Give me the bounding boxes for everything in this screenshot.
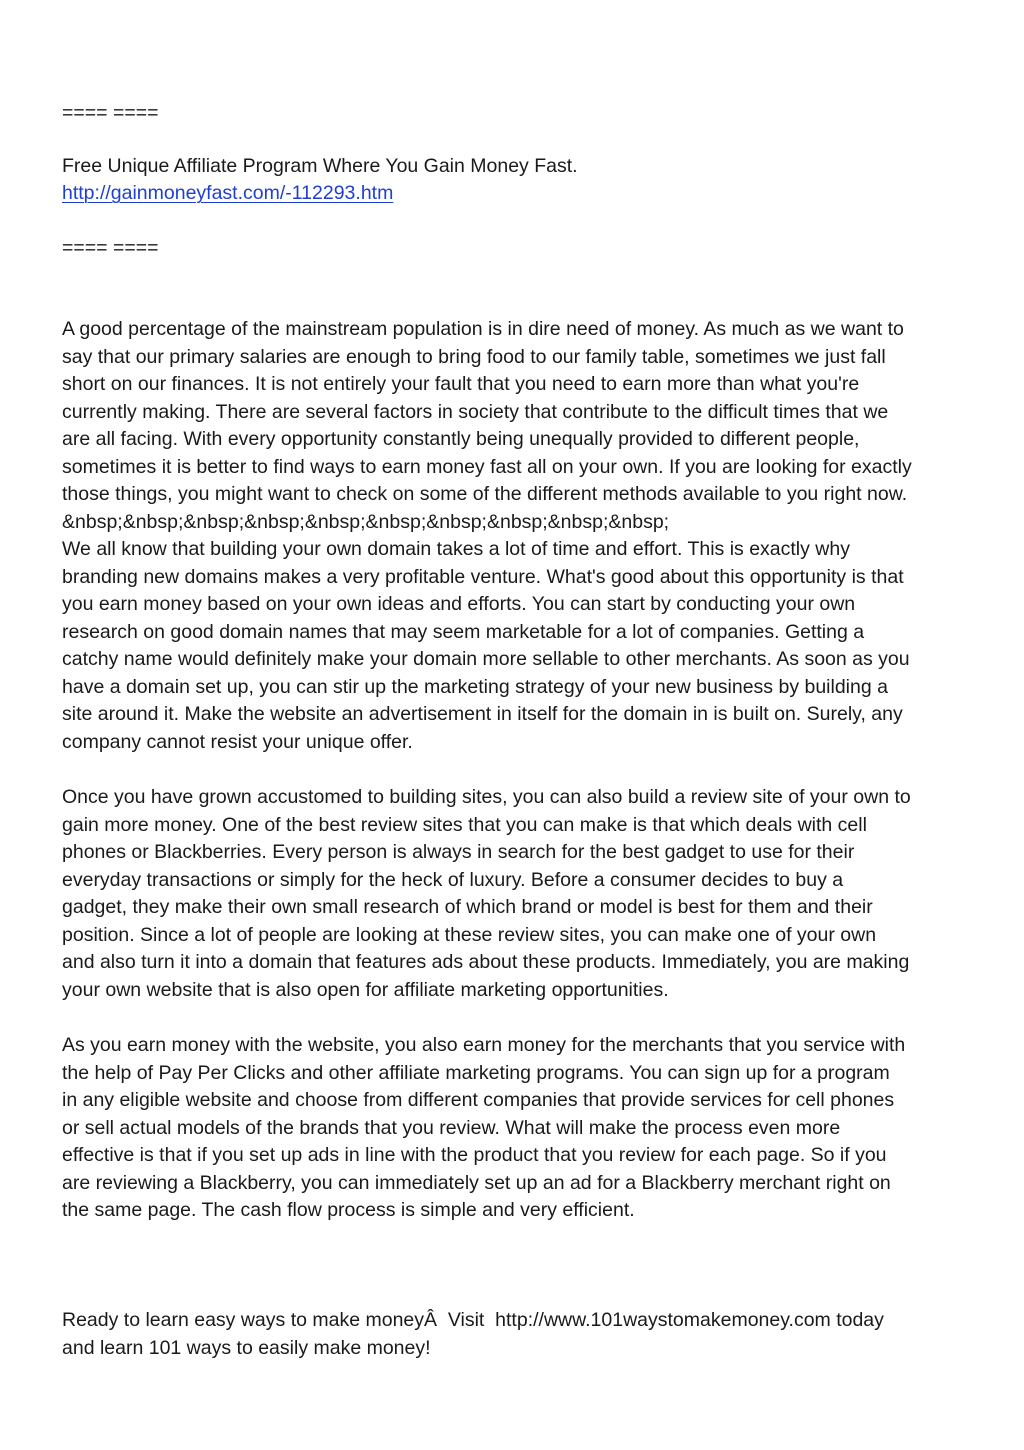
text-line: the help of Pay Per Clicks and other affiliate marketing programs. You can sign up for a program <box>62 1061 890 1084</box>
text-line: &nbsp;&nbsp;&nbsp;&nbsp;&nbsp;&nbsp;&nbsp;&nbsp;&nbsp;&nbsp; <box>62 510 670 533</box>
text-line: in any eligible website and choose from different companies that provide services for cell phones <box>62 1089 895 1111</box>
paragraph-merchants <box>62 1032 982 1225</box>
text-line: say that our primary salaries are enough to bring food to our family table, sometimes we just fall <box>62 345 886 368</box>
text-line: are all facing. With every opportunity constantly being unequally provided to different people, <box>62 428 860 450</box>
text-line: or sell actual models of the brands that you review. What will make the process even more <box>62 1116 841 1139</box>
text-line: catchy name would definitely make your domain more sellable to other merchants. As soon as you <box>62 648 910 670</box>
document-page <box>62 0 982 1450</box>
text-line: Ready to learn easy ways to make moneyÂ Visit http://www.101waystomakemoney.com today <box>62 1309 884 1331</box>
separator-bottom: ==== ==== <box>62 237 159 259</box>
promo-link[interactable]: http://gainmoneyfast.com/-112293.htm <box>62 182 394 204</box>
text-line: Once you have grown accustomed to building sites, you can also build a review site of your own to <box>62 786 911 808</box>
text-line: the same page. The cash flow process is simple and very efficient. <box>62 1199 635 1221</box>
text-line: you earn money based on your own ideas and efforts. You can start by conducting your own <box>62 593 856 615</box>
text-line: sometimes it is better to find ways to earn money fast all on your own. If you are looking for exactly <box>62 455 912 478</box>
text-line: and also turn it into a domain that features ads about these products. Immediately, you are making <box>62 951 910 973</box>
paragraph-call-to-action <box>62 1307 982 1362</box>
text-line: position. Since a lot of people are looking at these review sites, you can make one of your own <box>62 923 877 946</box>
text-line: branding new domains makes a very profitable venture. What's good about this opportunity is that <box>62 565 904 588</box>
text-line: have a domain set up, you can stir up the marketing strategy of your new business by building a <box>62 675 888 698</box>
text-line: research on good domain names that may seem marketable for a lot of companies. Getting a <box>62 620 865 643</box>
text-line: We all know that building your own domain takes a lot of time and effort. This is exactly why <box>62 538 850 560</box>
text-line: company cannot resist your unique offer. <box>62 730 413 753</box>
text-line: effective is that if you set up ads in line with the product that you review for each page. So if you <box>62 1144 887 1166</box>
separator-top: ==== ==== <box>62 102 159 124</box>
text-line: gain more money. One of the best review sites that you can make is that which deals with cell <box>62 813 867 836</box>
promo-title: Free Unique Affiliate Program Where You Gain Money Fast. <box>62 155 578 177</box>
text-line: your own website that is also open for affiliate marketing opportunities. <box>62 978 669 1001</box>
text-line: short on our finances. It is not entirely your fault that you need to earn more than what you're <box>62 373 860 395</box>
text-line: A good percentage of the mainstream population is in dire need of money. As much as we want to <box>62 318 904 340</box>
text-line: are reviewing a Blackberry, you can immediately set up an ad for a Blackberry merchant right on <box>62 1171 891 1194</box>
text-line: currently making. There are several factors in society that contribute to the difficult times that we <box>62 400 889 423</box>
text-line: phones or Blackberries. Every person is always in search for the best gadget to use for their <box>62 841 855 863</box>
text-line: everyday transactions or simply for the heck of luxury. Before a consumer decides to buy a <box>62 868 844 891</box>
text-line: and learn 101 ways to easily make money! <box>62 1336 431 1359</box>
paragraph-review-sites <box>62 784 982 1004</box>
text-line: site around it. Make the website an advertisement in itself for the domain in is built on. Surely, any <box>62 703 903 725</box>
paragraph-intro <box>62 316 982 756</box>
text-line: As you earn money with the website, you also earn money for the merchants that you service with <box>62 1034 906 1056</box>
text-line: those things, you might want to check on some of the different methods available to you right now. <box>62 483 908 505</box>
text-line: gadget, they make their own small research of which brand or model is best for them and their <box>62 896 873 918</box>
